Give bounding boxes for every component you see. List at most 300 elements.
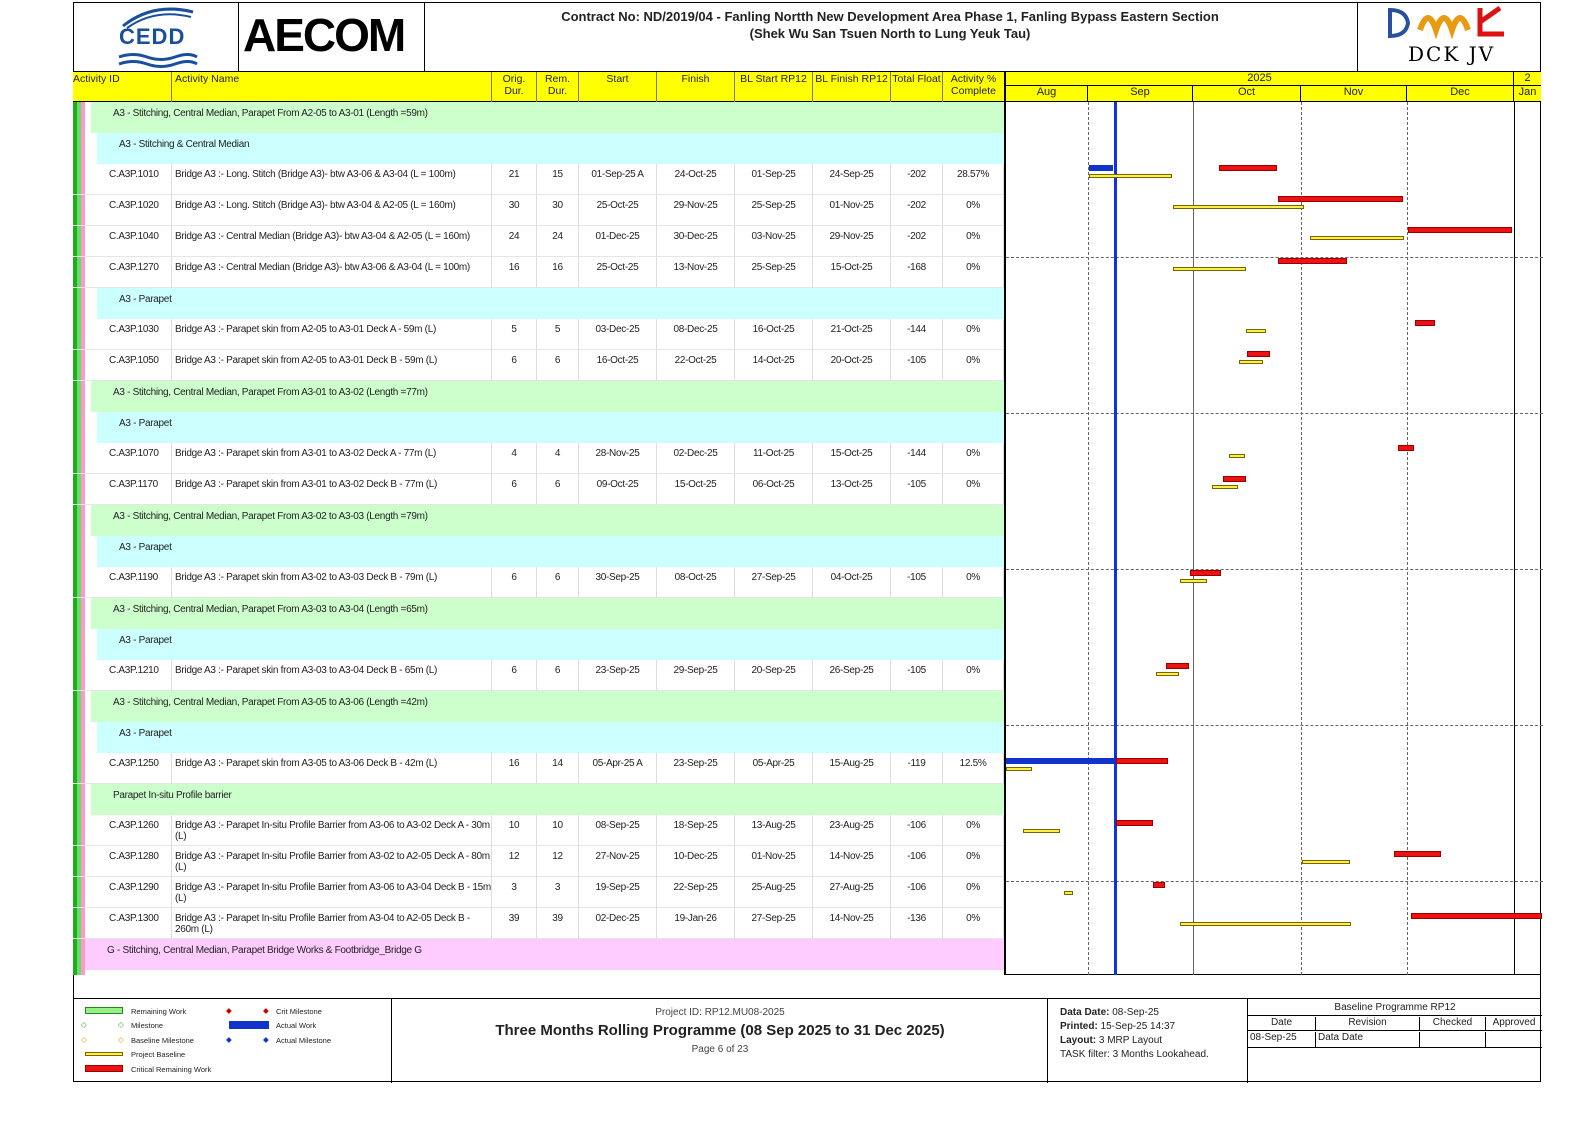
cell-rem: 6 bbox=[537, 660, 579, 691]
cell-start: 09-Oct-25 bbox=[579, 474, 657, 505]
cell-id: C.A3P.1020 bbox=[73, 195, 172, 226]
dck-text: DCK JV bbox=[1408, 42, 1496, 66]
cell-id: C.A3P.1170 bbox=[73, 474, 172, 505]
table-row[interactable] bbox=[73, 319, 1004, 350]
crit-bar-1030[interactable] bbox=[1415, 320, 1435, 326]
cell-start: 08-Sep-25 bbox=[579, 815, 657, 846]
cell-blf: 26-Sep-25 bbox=[813, 660, 891, 691]
table-row[interactable] bbox=[73, 443, 1004, 474]
cell-bls: 16-Oct-25 bbox=[735, 319, 813, 350]
cell-finish: 23-Sep-25 bbox=[657, 753, 735, 784]
wbs2-label: A3 - Parapet bbox=[97, 288, 1004, 319]
cell-name: Bridge A3 :- Parapet In-situ Profile Barrier from A3-04 to A2-05 Deck B - 260m (L) bbox=[172, 908, 492, 939]
wbs2-label: A3 - Parapet bbox=[97, 722, 1004, 753]
cell-pct: 0% bbox=[943, 846, 1004, 877]
cell-rem: 24 bbox=[537, 226, 579, 257]
cell-orig: 6 bbox=[492, 350, 537, 381]
cell-float: -105 bbox=[891, 660, 943, 691]
cell-id: C.A3P.1050 bbox=[73, 350, 172, 381]
cell-float: -136 bbox=[891, 908, 943, 939]
project-id: Project ID: RP12.MU08-2025 bbox=[655, 1007, 785, 1018]
wbs-band-row[interactable] bbox=[73, 722, 1004, 753]
cell-orig: 12 bbox=[492, 846, 537, 877]
cell-orig: 16 bbox=[492, 753, 537, 784]
cell-blf: 13-Oct-25 bbox=[813, 474, 891, 505]
rev-revision: Data Date bbox=[1316, 1032, 1420, 1048]
cell-orig: 6 bbox=[492, 660, 537, 691]
wbs0-label: G - Stitching, Central Median, Parapet Bridge Works & Footbridge_Bridge G bbox=[85, 939, 1004, 970]
cell-float: -144 bbox=[891, 443, 943, 474]
cell-id: C.A3P.1260 bbox=[73, 815, 172, 846]
th-date: Date bbox=[1248, 1017, 1316, 1031]
cell-name: Bridge A3 :- Parapet In-situ Profile Barrier from A3-06 to A3-04 Deck B - 15m (L) bbox=[172, 877, 492, 908]
table-row[interactable] bbox=[73, 846, 1004, 877]
cell-float: -202 bbox=[891, 226, 943, 257]
wbs-band-row[interactable] bbox=[73, 412, 1004, 443]
cedd-logo bbox=[73, 2, 239, 72]
crit-bar-1290[interactable] bbox=[1153, 882, 1165, 888]
cell-rem: 39 bbox=[537, 908, 579, 939]
printed-row bbox=[1060, 1021, 1175, 1032]
table-row[interactable] bbox=[73, 567, 1004, 598]
cell-pct: 28.57% bbox=[943, 164, 1004, 195]
cell-start: 27-Nov-25 bbox=[579, 846, 657, 877]
cell-bls: 14-Oct-25 bbox=[735, 350, 813, 381]
crit-bar-1250[interactable] bbox=[1116, 758, 1168, 764]
contract-line-2: (Shek Wu San Tsuen North to Lung Yeuk Tau) bbox=[749, 26, 1031, 41]
legend bbox=[73, 999, 391, 1083]
gridline-jan bbox=[1514, 102, 1515, 975]
cell-pct: 0% bbox=[943, 350, 1004, 381]
col-finish[interactable]: Finish bbox=[657, 72, 735, 102]
column-header-row bbox=[73, 72, 1004, 102]
cell-start: 03-Dec-25 bbox=[579, 319, 657, 350]
title-block bbox=[73, 2, 1541, 72]
cell-finish: 30-Dec-25 bbox=[657, 226, 735, 257]
cell-finish: 02-Dec-25 bbox=[657, 443, 735, 474]
cell-rem: 6 bbox=[537, 567, 579, 598]
cell-start: 02-Dec-25 bbox=[579, 908, 657, 939]
cell-finish: 08-Dec-25 bbox=[657, 319, 735, 350]
table-row[interactable] bbox=[73, 195, 1004, 226]
cell-id: C.A3P.1250 bbox=[73, 753, 172, 784]
cell-bls: 13-Aug-25 bbox=[735, 815, 813, 846]
gridline-sep bbox=[1088, 102, 1089, 975]
wbs-band-row[interactable] bbox=[73, 784, 1004, 815]
table-row[interactable] bbox=[73, 257, 1004, 288]
cell-id: C.A3P.1040 bbox=[73, 226, 172, 257]
cell-pct: 0% bbox=[943, 226, 1004, 257]
col-start[interactable]: Start bbox=[579, 72, 657, 102]
wbs1-label: A3 - Stitching, Central Median, Parapet From A3-02 to A3-03 (Length =79m) bbox=[91, 505, 1004, 536]
layout-row bbox=[1060, 1035, 1162, 1046]
actual-bar-1250[interactable] bbox=[1006, 758, 1116, 764]
wbs-band-row[interactable] bbox=[73, 598, 1004, 629]
cell-orig: 21 bbox=[492, 164, 537, 195]
base-bar-1030[interactable] bbox=[1246, 329, 1266, 333]
printed-label: Printed: bbox=[1060, 1021, 1098, 1032]
actual-milestone-icon-2: ◆ bbox=[263, 1035, 269, 1044]
crit-bar-1280[interactable] bbox=[1394, 851, 1441, 857]
crit-bar-1270[interactable] bbox=[1278, 258, 1347, 264]
col-bl-start[interactable]: BL Start RP12 bbox=[735, 72, 813, 102]
cell-rem: 14 bbox=[537, 753, 579, 784]
cell-float: -119 bbox=[891, 753, 943, 784]
base-bar-1250[interactable] bbox=[1006, 767, 1032, 771]
cell-float: -144 bbox=[891, 319, 943, 350]
wbs1-label: Parapet In-situ Profile barrier bbox=[91, 784, 1004, 815]
cell-name: Bridge A3 :- Central Median (Bridge A3)- btw A3-04 & A2-05 (L = 160m) bbox=[172, 226, 492, 257]
gridline-h1 bbox=[1006, 257, 1543, 258]
cell-id: C.A3P.1030 bbox=[73, 319, 172, 350]
revision-table bbox=[1247, 999, 1541, 1083]
cell-pct: 0% bbox=[943, 815, 1004, 846]
rev-approved bbox=[1486, 1032, 1542, 1048]
cell-start: 23-Sep-25 bbox=[579, 660, 657, 691]
gridline-h2 bbox=[1006, 413, 1543, 414]
cell-name: Bridge A3 :- Parapet skin from A3-02 to A3-03 Deck B - 79m (L) bbox=[172, 567, 492, 598]
cell-start: 25-Oct-25 bbox=[579, 195, 657, 226]
wbs-band-row[interactable] bbox=[73, 536, 1004, 567]
cell-blf: 23-Aug-25 bbox=[813, 815, 891, 846]
base-bar-1010[interactable] bbox=[1089, 174, 1172, 178]
cell-blf: 21-Oct-25 bbox=[813, 319, 891, 350]
crit-bar-1020[interactable] bbox=[1278, 196, 1403, 202]
legend-remaining-label: Remaining Work bbox=[131, 1007, 187, 1016]
base-bar-1170[interactable] bbox=[1212, 485, 1238, 489]
wbs1-label: A3 - Stitching, Central Median, Parapet From A3-03 to A3-04 (Length =65m) bbox=[91, 598, 1004, 629]
timescale-header bbox=[1004, 72, 1541, 102]
cell-orig: 4 bbox=[492, 443, 537, 474]
cell-pct: 0% bbox=[943, 877, 1004, 908]
legend-actual-swatch bbox=[229, 1021, 269, 1029]
footer-block bbox=[73, 998, 1541, 1082]
wbs1-label: A3 - Stitching, Central Median, Parapet From A3-05 to A3-06 (Length =42m) bbox=[91, 691, 1004, 722]
th-revision: Revision bbox=[1316, 1017, 1420, 1031]
gridline-oct bbox=[1193, 102, 1194, 975]
cell-bls: 01-Nov-25 bbox=[735, 846, 813, 877]
cell-bls: 20-Sep-25 bbox=[735, 660, 813, 691]
cell-blf: 20-Oct-25 bbox=[813, 350, 891, 381]
wbs2-label: A3 - Parapet bbox=[97, 412, 1004, 443]
cell-pct: 0% bbox=[943, 319, 1004, 350]
wbs2-label: A3 - Parapet bbox=[97, 629, 1004, 660]
cell-start: 01-Sep-25 A bbox=[579, 164, 657, 195]
cell-float: -106 bbox=[891, 815, 943, 846]
wbs-band-row[interactable] bbox=[73, 691, 1004, 722]
col-orig-dur[interactable]: Orig. Dur. bbox=[492, 72, 537, 102]
month-dec: Dec bbox=[1407, 86, 1514, 102]
base-bar-1020[interactable] bbox=[1173, 205, 1304, 209]
base-bar-1070[interactable] bbox=[1229, 454, 1245, 458]
cell-id: C.A3P.1070 bbox=[73, 443, 172, 474]
cell-id: C.A3P.1210 bbox=[73, 660, 172, 691]
col-activity-name[interactable]: Activity Name bbox=[172, 72, 492, 102]
legend-baseline-swatch bbox=[85, 1052, 123, 1056]
cell-id: C.A3P.1010 bbox=[73, 164, 172, 195]
cell-blf: 15-Aug-25 bbox=[813, 753, 891, 784]
print-info bbox=[1047, 999, 1247, 1083]
month-aug: Aug bbox=[1006, 86, 1088, 102]
milestone-icon-2: ◇ bbox=[118, 1020, 124, 1029]
table-row[interactable] bbox=[73, 164, 1004, 195]
cell-orig: 6 bbox=[492, 474, 537, 505]
aecom-text: AECOM bbox=[243, 9, 405, 61]
crit-bar-1210[interactable] bbox=[1166, 663, 1189, 669]
cell-finish: 29-Sep-25 bbox=[657, 660, 735, 691]
month-sep: Sep bbox=[1088, 86, 1193, 102]
wbs-band-row[interactable] bbox=[73, 505, 1004, 536]
cell-start: 19-Sep-25 bbox=[579, 877, 657, 908]
cell-pct: 12.5% bbox=[943, 753, 1004, 784]
cell-bls: 05-Apr-25 bbox=[735, 753, 813, 784]
cell-pct: 0% bbox=[943, 195, 1004, 226]
legend-baseline-milestone-label: Baseline Milestone bbox=[131, 1036, 194, 1045]
legend-actual-work-label: Actual Work bbox=[276, 1021, 317, 1030]
aecom-logo bbox=[239, 2, 425, 72]
cell-rem: 5 bbox=[537, 319, 579, 350]
contract-title bbox=[425, 8, 1355, 42]
wbs2-label: A3 - Stitching & Central Median bbox=[97, 133, 1004, 164]
cell-orig: 6 bbox=[492, 567, 537, 598]
legend-remaining-swatch bbox=[85, 1007, 123, 1014]
layout-label: Layout: bbox=[1060, 1035, 1097, 1046]
crit-bar-1070[interactable] bbox=[1398, 445, 1414, 451]
table-row[interactable] bbox=[73, 474, 1004, 505]
legend-actual-milestone-label: Actual Milestone bbox=[276, 1036, 332, 1045]
crit-bar-1190[interactable] bbox=[1190, 570, 1221, 576]
cell-float: -106 bbox=[891, 877, 943, 908]
wbs-band-row[interactable] bbox=[73, 288, 1004, 319]
cell-id: C.A3P.1290 bbox=[73, 877, 172, 908]
crit-bar-1010[interactable] bbox=[1219, 165, 1277, 171]
base-bar-1300[interactable] bbox=[1180, 922, 1351, 926]
cell-rem: 10 bbox=[537, 815, 579, 846]
cell-finish: 22-Sep-25 bbox=[657, 877, 735, 908]
baseline-title: Baseline Programme RP12 bbox=[1248, 1002, 1542, 1016]
cell-orig: 3 bbox=[492, 877, 537, 908]
cell-start: 30-Sep-25 bbox=[579, 567, 657, 598]
cell-finish: 18-Sep-25 bbox=[657, 815, 735, 846]
crit-milestone-icon-2: ◆ bbox=[263, 1006, 269, 1015]
cell-id: C.A3P.1280 bbox=[73, 846, 172, 877]
cell-finish: 24-Oct-25 bbox=[657, 164, 735, 195]
cell-name: Bridge A3 :- Parapet skin from A3-05 to A3-06 Deck B - 42m (L) bbox=[172, 753, 492, 784]
gridline-h3 bbox=[1006, 569, 1543, 570]
cell-pct: 0% bbox=[943, 908, 1004, 939]
cell-finish: 29-Nov-25 bbox=[657, 195, 735, 226]
cell-finish: 08-Oct-25 bbox=[657, 567, 735, 598]
cell-orig: 30 bbox=[492, 195, 537, 226]
table-row[interactable] bbox=[73, 877, 1004, 908]
cell-start: 01-Dec-25 bbox=[579, 226, 657, 257]
cell-bls: 06-Oct-25 bbox=[735, 474, 813, 505]
cell-pct: 0% bbox=[943, 660, 1004, 691]
month-jan: Jan bbox=[1518, 86, 1537, 98]
cell-name: Bridge A3 :- Parapet skin from A2-05 to A3-01 Deck B - 59m (L) bbox=[172, 350, 492, 381]
legend-critical-swatch bbox=[85, 1065, 123, 1072]
cell-pct: 0% bbox=[943, 567, 1004, 598]
cell-blf: 27-Aug-25 bbox=[813, 877, 891, 908]
contract-line-1: Contract No: ND/2019/04 - Fanling Nortth New Development Area Phase 1, Fanling Bypass Eastern Section bbox=[561, 9, 1219, 24]
cell-rem: 6 bbox=[537, 350, 579, 381]
data-date-label: Data Date: bbox=[1060, 1007, 1110, 1018]
legend-project-baseline-label: Project Baseline bbox=[131, 1050, 186, 1059]
cell-name: Bridge A3 :- Parapet In-situ Profile Barrier from A3-06 to A3-02 Deck A - 30m (L) bbox=[172, 815, 492, 846]
cell-rem: 3 bbox=[537, 877, 579, 908]
base-bar-1050[interactable] bbox=[1239, 360, 1263, 364]
table-row[interactable] bbox=[73, 815, 1004, 846]
wbs-band-row[interactable] bbox=[73, 102, 1004, 133]
cell-bls: 01-Sep-25 bbox=[735, 164, 813, 195]
cell-pct: 0% bbox=[943, 443, 1004, 474]
cell-bls: 11-Oct-25 bbox=[735, 443, 813, 474]
cell-rem: 16 bbox=[537, 257, 579, 288]
cell-name: Bridge A3 :- Long. Stitch (Bridge A3)- btw A3-06 & A3-04 (L = 100m) bbox=[172, 164, 492, 195]
cell-float: -168 bbox=[891, 257, 943, 288]
next-year-label: 2 bbox=[1514, 72, 1541, 86]
cell-id: C.A3P.1270 bbox=[73, 257, 172, 288]
wbs-band-row[interactable] bbox=[73, 629, 1004, 660]
legend-critical-label: Critical Remaining Work bbox=[131, 1065, 212, 1074]
milestone-icon: ◇ bbox=[81, 1020, 87, 1029]
cell-start: 16-Oct-25 bbox=[579, 350, 657, 381]
task-filter: TASK filter: 3 Months Lookahead. bbox=[1060, 1049, 1209, 1060]
cell-rem: 30 bbox=[537, 195, 579, 226]
cell-orig: 39 bbox=[492, 908, 537, 939]
base-bar-1040[interactable] bbox=[1310, 236, 1404, 240]
base-bar-1190[interactable] bbox=[1180, 579, 1207, 583]
gridline-h4 bbox=[1006, 725, 1543, 726]
cell-orig: 5 bbox=[492, 319, 537, 350]
page-number: Page 6 of 23 bbox=[691, 1044, 749, 1055]
cell-blf: 14-Nov-25 bbox=[813, 908, 891, 939]
col-total-float[interactable]: Total Float bbox=[891, 72, 943, 102]
dck-logo bbox=[1357, 2, 1541, 72]
cell-blf: 29-Nov-25 bbox=[813, 226, 891, 257]
data-date-value: 08-Sep-25 bbox=[1112, 1007, 1159, 1018]
actual-milestone-icon: ◆ bbox=[226, 1035, 232, 1044]
cell-bls: 27-Sep-25 bbox=[735, 567, 813, 598]
cell-blf: 15-Oct-25 bbox=[813, 257, 891, 288]
cell-start: 05-Apr-25 A bbox=[579, 753, 657, 784]
month-oct: Oct bbox=[1193, 86, 1301, 102]
col-bl-finish[interactable]: BL Finish RP12 bbox=[813, 72, 891, 102]
month-nov: Nov bbox=[1301, 86, 1407, 102]
cell-name: Bridge A3 :- Long. Stitch (Bridge A3)- btw A3-04 & A2-05 (L = 160m) bbox=[172, 195, 492, 226]
cell-float: -105 bbox=[891, 567, 943, 598]
wbs2-label: A3 - Parapet bbox=[97, 536, 1004, 567]
layout-value: 3 MRP Layout bbox=[1098, 1035, 1163, 1046]
cell-float: -105 bbox=[891, 350, 943, 381]
cell-bls: 25-Sep-25 bbox=[735, 195, 813, 226]
wbs1-label: A3 - Stitching, Central Median, Parapet From A3-01 to A3-02 (Length =77m) bbox=[91, 381, 1004, 412]
cell-float: -202 bbox=[891, 164, 943, 195]
cell-start: 25-Oct-25 bbox=[579, 257, 657, 288]
cell-name: Bridge A3 :- Parapet skin from A3-01 to A3-02 Deck A - 77m (L) bbox=[172, 443, 492, 474]
crit-milestone-icon: ◆ bbox=[226, 1006, 232, 1015]
cell-finish: 22-Oct-25 bbox=[657, 350, 735, 381]
cell-start: 28-Nov-25 bbox=[579, 443, 657, 474]
cell-blf: 14-Nov-25 bbox=[813, 846, 891, 877]
wbs-band-row[interactable] bbox=[73, 381, 1004, 412]
cell-float: -106 bbox=[891, 846, 943, 877]
cell-rem: 6 bbox=[537, 474, 579, 505]
cell-rem: 4 bbox=[537, 443, 579, 474]
wbs-band-row[interactable] bbox=[73, 939, 1004, 970]
baseline-milestone-icon-2: ◇ bbox=[118, 1035, 124, 1044]
baseline-milestone-icon: ◇ bbox=[81, 1035, 87, 1044]
table-row[interactable] bbox=[73, 908, 1004, 939]
col-activity-id[interactable]: Activity ID bbox=[73, 72, 172, 102]
table-row[interactable] bbox=[73, 753, 1004, 784]
crit-bar-1050[interactable] bbox=[1247, 351, 1270, 357]
col-pct-complete[interactable]: Activity % Complete bbox=[950, 73, 997, 97]
col-rem-dur[interactable]: Rem. Dur. bbox=[537, 72, 579, 102]
cell-rem: 12 bbox=[537, 846, 579, 877]
cell-name: Bridge A3 :- Central Median (Bridge A3)- btw A3-06 & A3-04 (L = 100m) bbox=[172, 257, 492, 288]
table-row[interactable] bbox=[73, 660, 1004, 691]
wbs1-label: A3 - Stitching, Central Median, Parapet From A2-05 to A3-01 (Length =59m) bbox=[91, 102, 1004, 133]
base-bar-1260[interactable] bbox=[1023, 829, 1060, 833]
cell-rem: 15 bbox=[537, 164, 579, 195]
cell-name: Bridge A3 :- Parapet skin from A2-05 to A3-01 Deck A - 59m (L) bbox=[172, 319, 492, 350]
cell-finish: 13-Nov-25 bbox=[657, 257, 735, 288]
cell-pct: 0% bbox=[943, 257, 1004, 288]
cell-id: C.A3P.1300 bbox=[73, 908, 172, 939]
cedd-text: CEDD bbox=[119, 24, 186, 49]
cell-orig: 10 bbox=[492, 815, 537, 846]
base-bar-1290[interactable] bbox=[1064, 891, 1073, 895]
dck-logo-graphic bbox=[1358, 2, 1542, 42]
cell-pct: 0% bbox=[943, 474, 1004, 505]
table-row[interactable] bbox=[73, 350, 1004, 381]
cell-orig: 24 bbox=[492, 226, 537, 257]
legend-milestone-label: Milestone bbox=[131, 1021, 164, 1030]
actual-bar-1010[interactable] bbox=[1089, 165, 1113, 171]
cell-bls: 25-Aug-25 bbox=[735, 877, 813, 908]
gantt-chart bbox=[1004, 102, 1541, 975]
table-row[interactable] bbox=[73, 226, 1004, 257]
programme-title: Three Months Rolling Programme (08 Sep 2025 to 31 Dec 2025) bbox=[495, 1022, 945, 1039]
printed-value: 15-Sep-25 14:37 bbox=[1100, 1021, 1176, 1032]
base-bar-1270[interactable] bbox=[1173, 267, 1246, 271]
cell-bls: 25-Sep-25 bbox=[735, 257, 813, 288]
cell-id: C.A3P.1190 bbox=[73, 567, 172, 598]
cell-bls: 27-Sep-25 bbox=[735, 908, 813, 939]
base-bar-1280[interactable] bbox=[1302, 860, 1350, 864]
crit-bar-1040[interactable] bbox=[1408, 227, 1512, 233]
cell-name: Bridge A3 :- Parapet In-situ Profile Barrier from A3-02 to A2-05 Deck A - 80m (L) bbox=[172, 846, 492, 877]
cell-blf: 15-Oct-25 bbox=[813, 443, 891, 474]
cell-finish: 19-Jan-26 bbox=[657, 908, 735, 939]
gridline-h5 bbox=[1006, 881, 1543, 882]
cell-name: Bridge A3 :- Parapet skin from A3-03 to A3-04 Deck B - 65m (L) bbox=[172, 660, 492, 691]
legend-crit-milestone-label: Crit Milestone bbox=[276, 1007, 322, 1016]
data-date-line bbox=[1114, 102, 1117, 975]
cell-blf: 01-Nov-25 bbox=[813, 195, 891, 226]
crit-bar-1260[interactable] bbox=[1116, 820, 1153, 826]
cell-blf: 04-Oct-25 bbox=[813, 567, 891, 598]
crit-bar-1300[interactable] bbox=[1411, 913, 1542, 919]
rev-date: 08-Sep-25 bbox=[1248, 1032, 1316, 1048]
crit-bar-1170[interactable] bbox=[1223, 476, 1246, 482]
base-bar-1210[interactable] bbox=[1156, 672, 1179, 676]
cell-bls: 03-Nov-25 bbox=[735, 226, 813, 257]
cell-orig: 16 bbox=[492, 257, 537, 288]
gridline-nov bbox=[1301, 102, 1302, 975]
wbs-band-row[interactable] bbox=[73, 133, 1004, 164]
